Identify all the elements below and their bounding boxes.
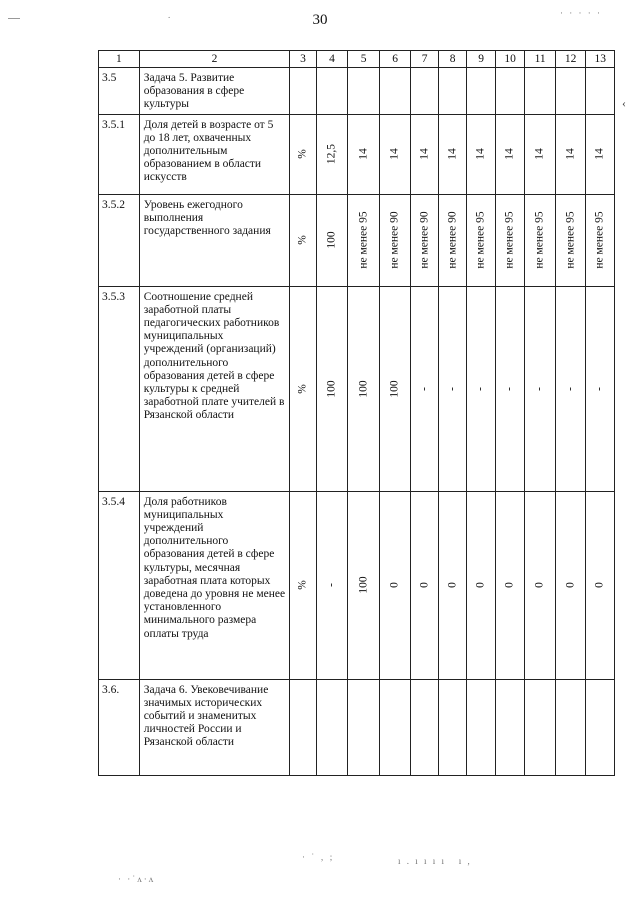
value-cell bbox=[290, 194, 316, 286]
table-row bbox=[99, 194, 615, 286]
cell-value: 14 bbox=[388, 148, 401, 160]
column-header: 9 bbox=[467, 51, 495, 68]
value-cell bbox=[438, 679, 466, 775]
cell-value: - bbox=[325, 583, 338, 588]
column-header: 11 bbox=[525, 51, 556, 68]
value-cell bbox=[467, 68, 495, 115]
value-cell bbox=[555, 194, 586, 286]
cell-value: не менее 95 bbox=[474, 211, 487, 269]
cell-value: 12,5 bbox=[325, 144, 338, 165]
value-cell bbox=[348, 194, 380, 286]
scan-speck: · ·˙ʌ·ʌ bbox=[118, 874, 156, 884]
value-cell bbox=[495, 68, 525, 115]
row-number: 3.5.3 bbox=[99, 286, 140, 491]
cell-value: 0 bbox=[446, 582, 459, 588]
value-cell bbox=[379, 68, 411, 115]
value-cell bbox=[316, 491, 348, 679]
cell-value: % bbox=[296, 580, 309, 590]
value-cell bbox=[290, 286, 316, 491]
value-cell bbox=[586, 491, 615, 679]
table-row bbox=[99, 491, 615, 679]
table-row bbox=[99, 679, 615, 775]
cell-value: 14 bbox=[533, 148, 546, 160]
value-cell bbox=[495, 194, 525, 286]
cell-value: 14 bbox=[446, 148, 459, 160]
cell-value: - bbox=[503, 386, 516, 391]
value-cell bbox=[586, 68, 615, 115]
value-cell bbox=[586, 679, 615, 775]
value-cell bbox=[525, 491, 556, 679]
value-cell bbox=[290, 491, 316, 679]
column-header: 8 bbox=[438, 51, 466, 68]
row-description: Доля работников муниципальных учреждений дополнительного образования детей в сфере культуры, месячная заработная плата которых доведена до уровня не менее установленного минимального размера оплаты труда bbox=[139, 491, 290, 679]
cell-value: - bbox=[564, 386, 577, 391]
cell-value: 100 bbox=[356, 379, 369, 398]
value-cell bbox=[495, 491, 525, 679]
cell-value: 0 bbox=[503, 582, 516, 588]
value-cell bbox=[438, 194, 466, 286]
value-cell bbox=[411, 114, 438, 194]
value-cell bbox=[438, 114, 466, 194]
cell-value: 0 bbox=[533, 582, 546, 588]
cell-value: % bbox=[296, 149, 309, 159]
cell-value: не менее 95 bbox=[356, 211, 369, 269]
cell-value: 100 bbox=[388, 379, 401, 398]
value-cell bbox=[525, 114, 556, 194]
value-cell bbox=[411, 194, 438, 286]
value-cell bbox=[411, 491, 438, 679]
column-header: 5 bbox=[348, 51, 380, 68]
row-description: Задача 5. Развитие образования в сфере культуры bbox=[139, 68, 290, 115]
cell-value: 0 bbox=[593, 582, 606, 588]
scan-speck: . bbox=[168, 10, 173, 20]
value-cell bbox=[316, 114, 348, 194]
value-cell bbox=[348, 491, 380, 679]
scan-speck: · ˙ ‚ ; bbox=[302, 852, 335, 862]
cell-value: не менее 95 bbox=[533, 211, 546, 269]
value-cell bbox=[438, 68, 466, 115]
value-cell bbox=[348, 114, 380, 194]
column-header: 4 bbox=[316, 51, 348, 68]
value-cell bbox=[316, 679, 348, 775]
cell-value: % bbox=[296, 235, 309, 245]
value-cell bbox=[555, 679, 586, 775]
scan-speck: ‹ bbox=[622, 96, 628, 110]
cell-value: - bbox=[533, 386, 546, 391]
data-table bbox=[98, 50, 615, 776]
cell-value: 14 bbox=[593, 148, 606, 160]
cell-value: 100 bbox=[325, 379, 338, 398]
column-header: 1 bbox=[99, 51, 140, 68]
cell-value: 100 bbox=[325, 231, 338, 249]
row-description: Уровень ежегодного выполнения государственного задания bbox=[139, 194, 290, 286]
header-row bbox=[99, 51, 615, 68]
value-cell bbox=[495, 679, 525, 775]
value-cell bbox=[495, 286, 525, 491]
cell-value: - bbox=[446, 386, 459, 391]
value-cell bbox=[525, 679, 556, 775]
cell-value: не менее 90 bbox=[388, 211, 401, 269]
scan-mark bbox=[8, 18, 20, 19]
table-row bbox=[99, 286, 615, 491]
cell-value: не менее 95 bbox=[593, 211, 606, 269]
row-number: 3.5 bbox=[99, 68, 140, 115]
cell-value: - bbox=[474, 386, 487, 391]
value-cell bbox=[411, 68, 438, 115]
row-number: 3.5.4 bbox=[99, 491, 140, 679]
value-cell bbox=[316, 194, 348, 286]
value-cell bbox=[495, 114, 525, 194]
value-cell bbox=[438, 491, 466, 679]
scan-speck: · · · · · bbox=[560, 8, 602, 18]
column-header: 3 bbox=[290, 51, 316, 68]
row-number: 3.6. bbox=[99, 679, 140, 775]
value-cell bbox=[525, 68, 556, 115]
cell-value: 14 bbox=[564, 148, 577, 160]
value-cell bbox=[348, 679, 380, 775]
cell-value: не менее 90 bbox=[418, 211, 431, 269]
value-cell bbox=[316, 68, 348, 115]
cell-value: 14 bbox=[356, 148, 369, 160]
cell-value: 100 bbox=[356, 576, 369, 594]
value-cell bbox=[411, 679, 438, 775]
cell-value: не менее 95 bbox=[564, 211, 577, 269]
value-cell bbox=[467, 194, 495, 286]
column-header: 12 bbox=[555, 51, 586, 68]
value-cell bbox=[586, 114, 615, 194]
table-row bbox=[99, 68, 615, 115]
value-cell bbox=[379, 286, 411, 491]
column-header: 13 bbox=[586, 51, 615, 68]
value-cell bbox=[525, 286, 556, 491]
scan-speck: ı . ı ı ı ı ı , bbox=[398, 856, 472, 866]
cell-value: 0 bbox=[474, 582, 487, 588]
cell-value: не менее 90 bbox=[446, 211, 459, 269]
cell-value: 14 bbox=[418, 148, 431, 160]
row-description: Задача 6. Увековечивание значимых исторических событий и знаменитых личностей России и Рязанской области bbox=[139, 679, 290, 775]
row-number: 3.5.1 bbox=[99, 114, 140, 194]
table-row bbox=[99, 114, 615, 194]
page-number: 30 bbox=[312, 12, 328, 28]
value-cell bbox=[555, 68, 586, 115]
value-cell bbox=[379, 114, 411, 194]
value-cell bbox=[555, 491, 586, 679]
value-cell bbox=[379, 194, 411, 286]
column-header: 6 bbox=[379, 51, 411, 68]
cell-value: % bbox=[296, 383, 309, 394]
value-cell bbox=[316, 286, 348, 491]
value-cell bbox=[586, 194, 615, 286]
value-cell bbox=[290, 68, 316, 115]
value-cell bbox=[467, 286, 495, 491]
value-cell bbox=[411, 286, 438, 491]
value-cell bbox=[379, 679, 411, 775]
cell-value: 14 bbox=[503, 148, 516, 160]
value-cell bbox=[467, 679, 495, 775]
value-cell bbox=[525, 194, 556, 286]
cell-value: - bbox=[418, 386, 431, 391]
value-cell bbox=[379, 491, 411, 679]
cell-value: - bbox=[593, 386, 606, 391]
value-cell bbox=[555, 114, 586, 194]
column-header: 7 bbox=[411, 51, 438, 68]
column-header: 2 bbox=[139, 51, 290, 68]
value-cell bbox=[290, 114, 316, 194]
cell-value: 0 bbox=[388, 582, 401, 588]
value-cell bbox=[586, 286, 615, 491]
cell-value: 0 bbox=[418, 582, 431, 588]
cell-value: 14 bbox=[474, 148, 487, 160]
row-number: 3.5.2 bbox=[99, 194, 140, 286]
value-cell bbox=[348, 286, 380, 491]
value-cell bbox=[438, 286, 466, 491]
cell-value: 0 bbox=[564, 582, 577, 588]
value-cell bbox=[467, 491, 495, 679]
row-description: Соотношение средней заработной платы педагогических работников муниципальных учреждений (организаций) дополнительного образования детей в сфере культуры к средней заработной плате учителей в Рязанской области bbox=[139, 286, 290, 491]
cell-value: не менее 95 bbox=[503, 211, 516, 269]
value-cell bbox=[555, 286, 586, 491]
column-header: 10 bbox=[495, 51, 525, 68]
row-description: Доля детей в возрасте от 5 до 18 лет, охваченных дополнительным образованием в области искусств bbox=[139, 114, 290, 194]
value-cell bbox=[467, 114, 495, 194]
value-cell bbox=[290, 679, 316, 775]
value-cell bbox=[348, 68, 380, 115]
